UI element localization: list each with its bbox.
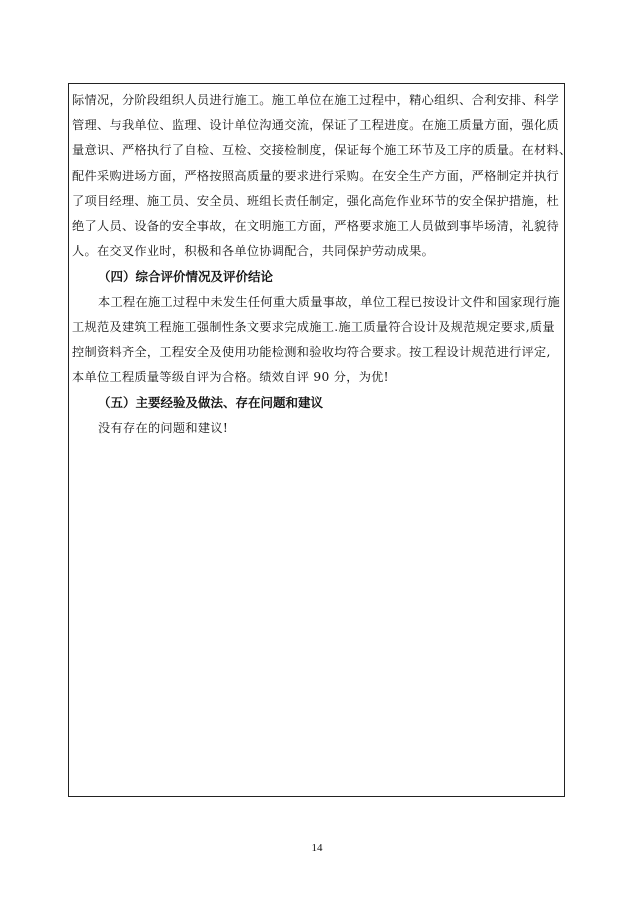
paragraph-line: 人。在交叉作业时，积极和各单位协调配合，共同保护劳动成果。 [72,244,435,259]
paragraph-line: 工规范及建筑工程施工强制性条文要求完成施工.施工质量符合设计及规范规定要求,质量 [72,319,555,334]
document-body [72,88,572,441]
section-4-heading: （四）综合评价情况及评价结论 [98,269,274,285]
paragraph-line: 绝了人员、设备的安全事故，在文明施工方面，严格要求施工人员做到事毕场清，礼貌待 [72,219,560,234]
section-5-heading: （五）主要经验及做法、存在问题和建议 [98,395,324,411]
paragraph-line: 本工程在施工过程中未发生任何重大质量事故，单位工程已按设计文件和国家现行施 [98,294,561,309]
section-5-paragraph [72,416,562,441]
paragraph-line: 本单位工程质量等级自评为合格。绩效自评 90 分，为优! [72,370,389,385]
section-4-paragraph [72,290,562,391]
paragraph-line: 管理、与我单位、监理、设计单位沟通交流，保证了工程进度。在施工质量方面，强化质 [72,118,560,133]
section-3-paragraph [72,88,572,264]
paragraph-line: 控制资料齐全，工程安全及使用功能检测和验收均符合要求。按工程设计规范进行评定, [72,345,551,360]
page-number: 14 [311,842,323,854]
paragraph-line: 际情况，分阶段组织人员进行施工。施工单位在施工过程中，精心组织、合利安排、科学 [72,93,560,107]
paragraph-line: 配件采购进场方面，严格按照高质量的要求进行采购。在安全生产方面，严格制定并执行 [72,168,560,183]
paragraph-line: 没有存在的问题和建议! [98,420,229,435]
paragraph-line: 了项目经理、施工员、安全员、班组长责任制定，强化高危作业环节的安全保护措施，杜 [72,193,560,208]
paragraph-line: 量意识、严格执行了自检、互检、交接检制度，保证每个施工环节及工序的质量。在材料、 [72,143,572,158]
